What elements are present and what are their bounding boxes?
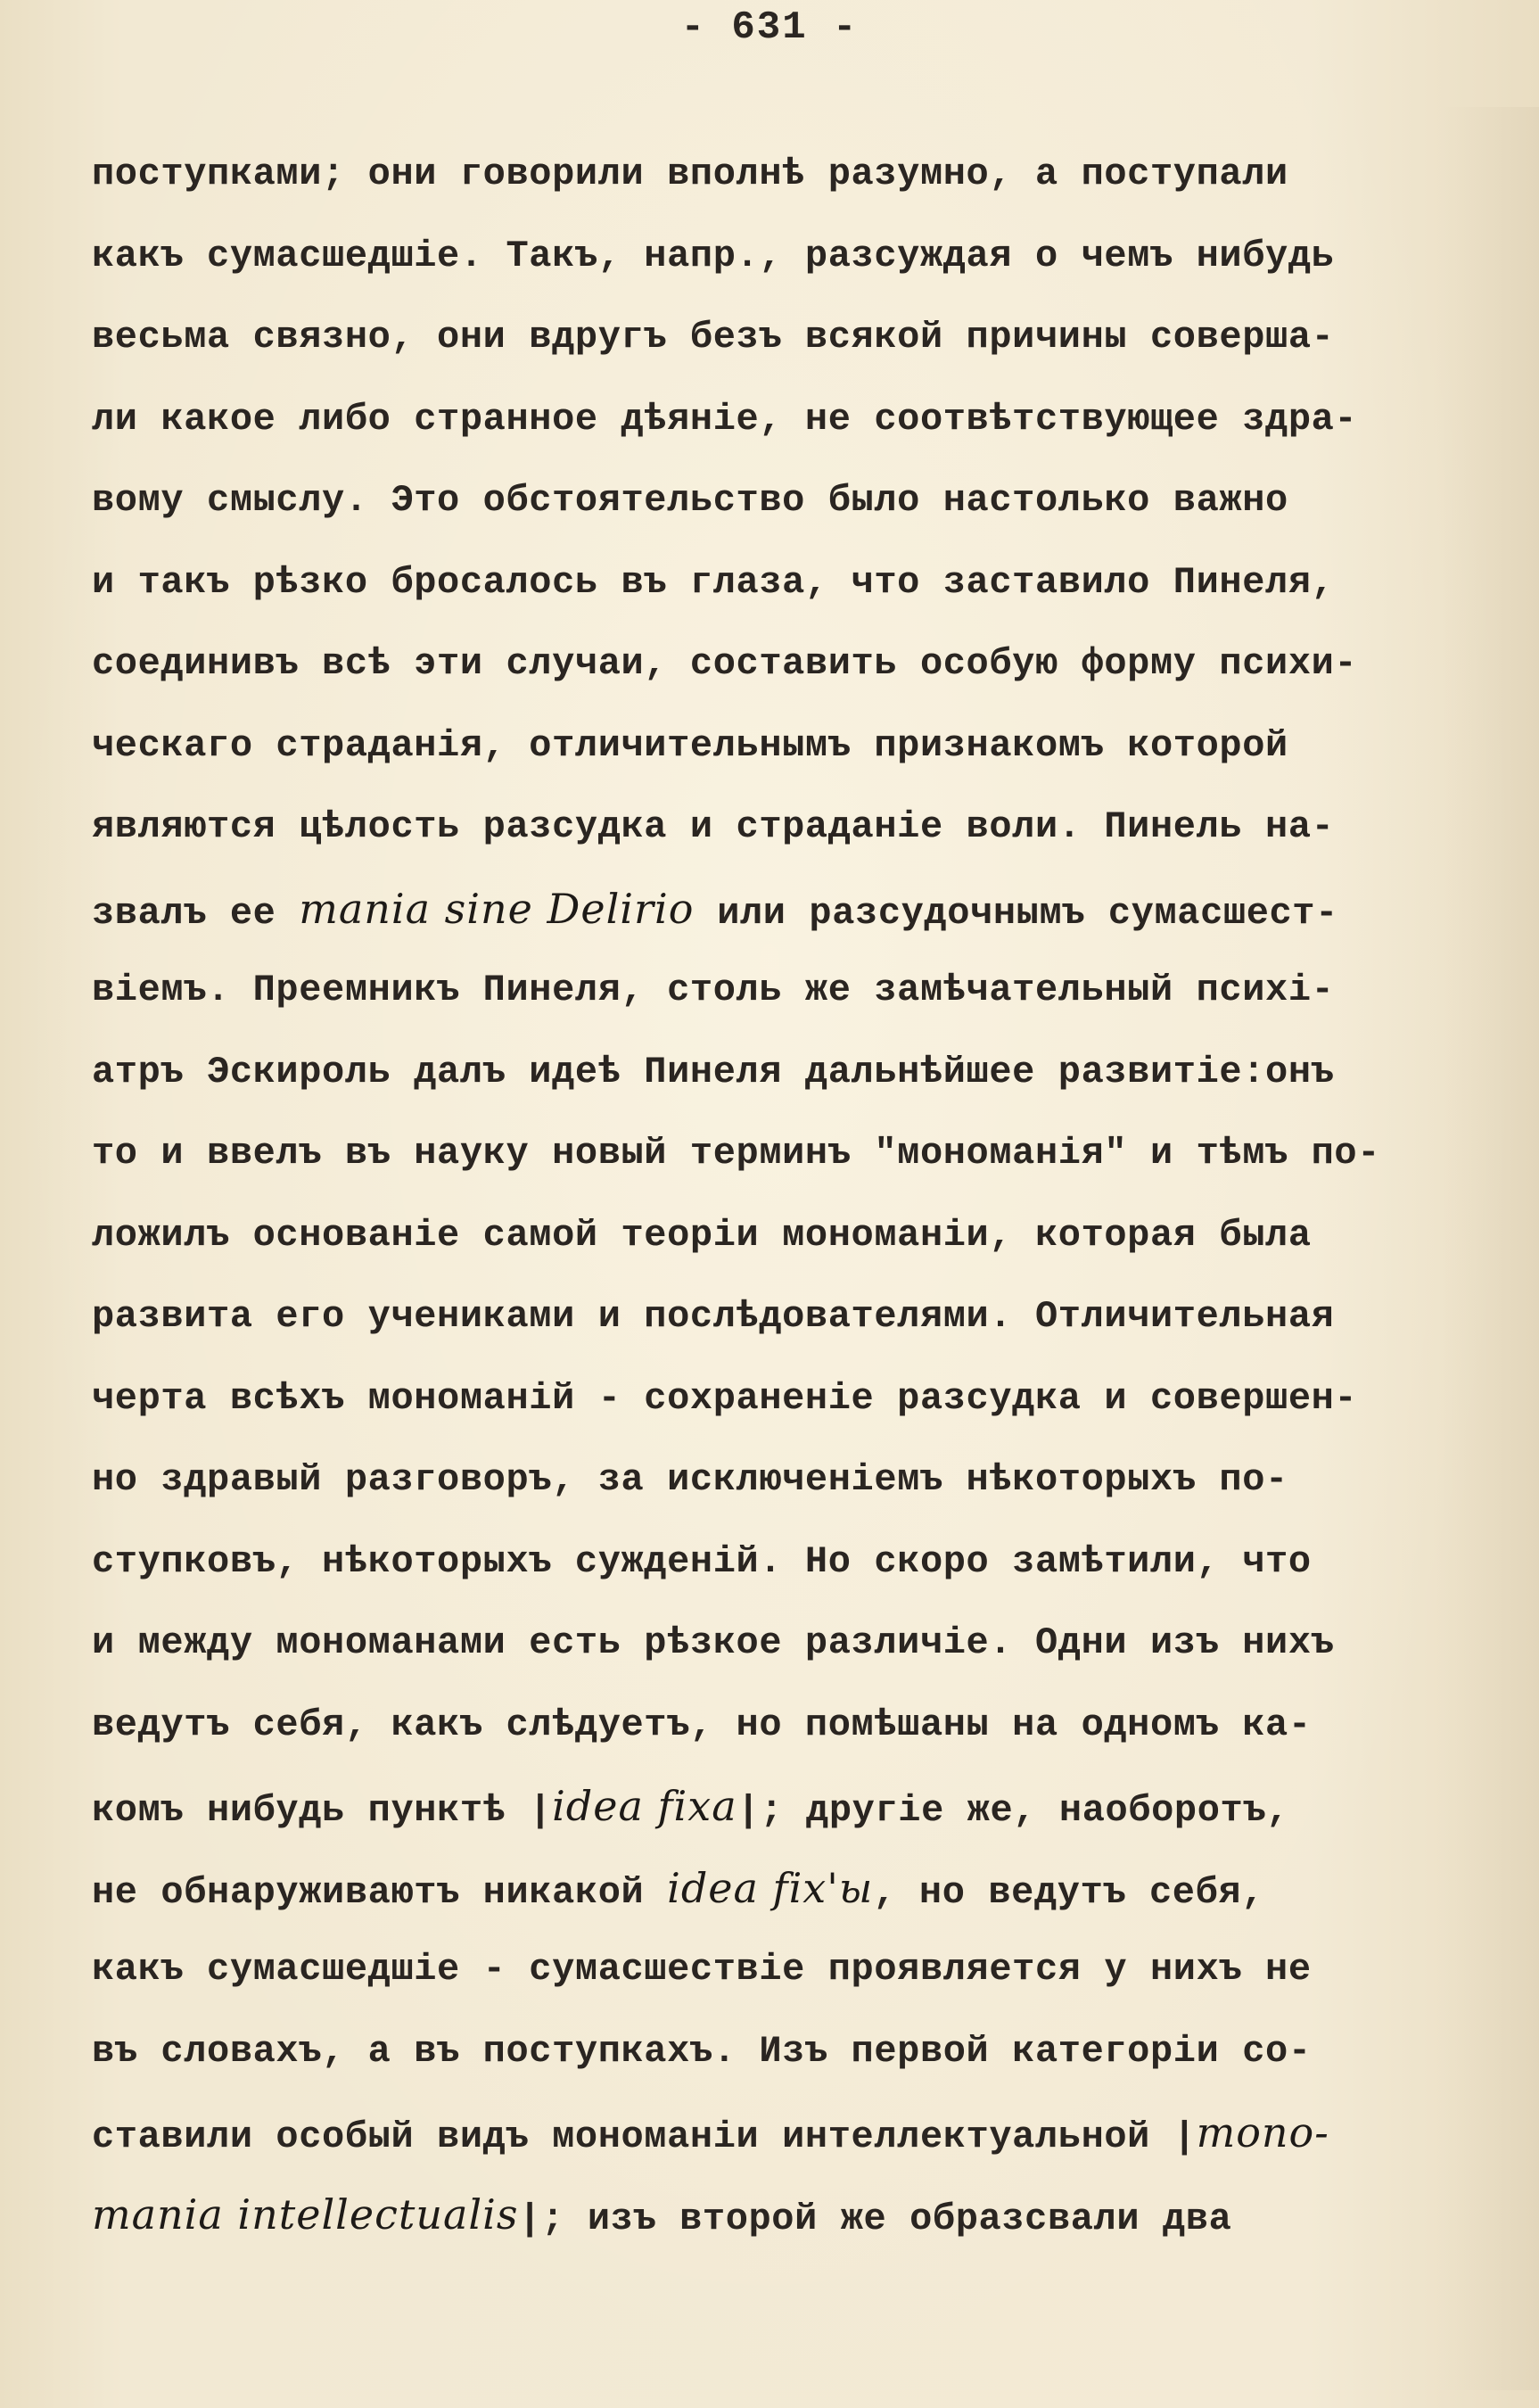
body-text bbox=[92, 134, 1483, 2255]
text-line: вому смыслу. Это обстоятельство было настолько важно bbox=[92, 479, 1288, 522]
text-line: звалъ ее mania sine Delirio или разсудочнымъ сумасшест- bbox=[92, 884, 1338, 935]
text-line: и такъ рѣзко бросалось въ глаза, что заставило Пинеля, bbox=[92, 560, 1335, 604]
text-line: ступковъ, нѣкоторыхъ сужденій. Но скоро замѣтили, что bbox=[92, 1539, 1312, 1583]
text-line: не обнаруживаютъ никакой idea fix'ы, но ведутъ себя, bbox=[92, 1863, 1264, 1914]
handwritten-latin-term: idea fixa bbox=[552, 1782, 737, 1830]
text-line: ведутъ себя, какъ слѣдуетъ, но помѣшаны на одномъ ка- bbox=[92, 1703, 1312, 1746]
handwritten-latin-term: mania sine Delirio bbox=[299, 884, 695, 933]
text-line: ставили особый видъ мономаніи интеллектуальной |mono- bbox=[92, 2108, 1329, 2158]
text-line: какъ сумасшедшіе. Такъ, напр., разсуждая о чемъ нибудь bbox=[92, 234, 1335, 277]
text-line: віемъ. Преемникъ Пинеля, столь же замѣчательный психі- bbox=[92, 969, 1335, 1011]
text-line: поступками; они говорили вполнѣ разумно, а поступали bbox=[92, 153, 1288, 195]
text-line: ческаго страданія, отличительнымъ признакомъ которой bbox=[92, 723, 1288, 767]
text-line: и между мономанами есть рѣзкое различіе. Одни изъ нихъ bbox=[92, 1621, 1335, 1664]
text-line: весьма связно, они вдругъ безъ всякой причины соверша- bbox=[92, 316, 1335, 359]
text-line: ли какое либо странное дѣяніе, не соотвѣтствующее здра- bbox=[92, 397, 1358, 441]
text-line: комъ нибудь пунктѣ |idea fixa|; другіе же, наоборотъ, bbox=[92, 1782, 1289, 1832]
text-line: то и ввелъ въ науку новый терминъ "мономанія" и тѣмъ по- bbox=[92, 1132, 1381, 1175]
text-line: но здравый разговоръ, за исключеніемъ нѣкоторыхъ по- bbox=[92, 1458, 1288, 1501]
text-line: развита его учениками и послѣдователями. Отличительная bbox=[92, 1295, 1335, 1338]
text-line: въ словахъ, а въ поступкахъ. Изъ первой категоріи со- bbox=[92, 2029, 1312, 2073]
text-line: являются цѣлость разсудка и страданіе воли. Пинель на- bbox=[92, 805, 1335, 848]
text-line: черта всѣхъ мономаній - сохраненіе разсудка и совершен- bbox=[92, 1376, 1358, 1420]
page-number: - 631 - bbox=[680, 5, 859, 50]
text-line: ложилъ основаніе самой теоріи мономаніи, которая была bbox=[92, 1213, 1312, 1257]
text-line: mania intellectualis|; изъ второй же образсвали два bbox=[92, 2189, 1232, 2240]
handwritten-latin-term: idea fix'ы bbox=[667, 1863, 874, 1912]
handwritten-latin-term: mono- bbox=[1196, 2108, 1329, 2156]
text-line: какъ сумасшедшіе - сумасшествіе проявляется у нихъ не bbox=[92, 1948, 1312, 1991]
handwritten-latin-term: mania intellectualis bbox=[92, 2189, 519, 2239]
text-line: атръ Эскироль далъ идеѣ Пинеля дальнѣйшее развитіе:онъ bbox=[92, 1050, 1335, 1093]
text-line: соединивъ всѣ эти случаи, составить особую форму психи- bbox=[92, 642, 1358, 685]
